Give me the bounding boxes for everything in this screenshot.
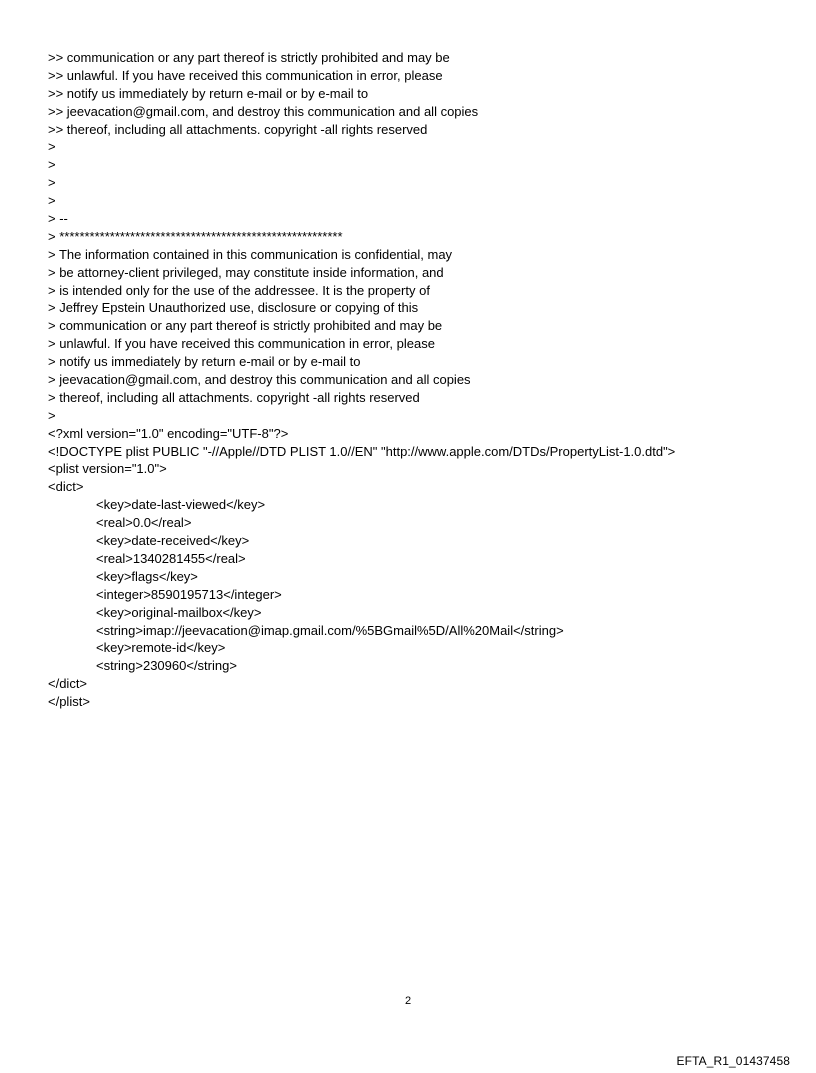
text-line: <?xml version="1.0" encoding="UTF-8"?> [48,425,289,441]
text-line: >> unlawful. If you have received this communication in error, please [48,67,443,83]
text-line: <key>remote-id</key> [96,640,226,656]
document-id: EFTA_R1_01437458 [676,1054,790,1068]
text-line: >> notify us immediately by return e-mail or by e-mail to [48,85,369,101]
text-line: <key>flags</key> [96,568,198,584]
text-line: > [48,175,56,191]
text-line: > [48,139,56,155]
text-line: <integer>8590195713</integer> [96,586,282,602]
text-line: > ******************************************************** [48,228,343,244]
page-number: 2 [404,995,412,1007]
text-line: > notify us immediately by return e-mail or by e-mail to [48,354,361,370]
text-line: > thereof, including all attachments. copyright -all rights reserved [48,389,420,405]
text-line: > communication or any part thereof is strictly prohibited and may be [48,318,443,334]
text-line: <!DOCTYPE plist PUBLIC "-//Apple//DTD PLIST 1.0//EN" "http://www.apple.com/DTDs/PropertyList-1.0.dtd"> [48,443,676,459]
text-line: >> jeevacation@gmail.com, and destroy this communication and all copies [48,103,479,119]
text-line: > Jeffrey Epstein Unauthorized use, disclosure or copying of this [48,300,419,316]
text-line: </dict> [48,676,88,692]
text-line: > jeevacation@gmail.com, and destroy this communication and all copies [48,372,471,388]
text-line: >> thereof, including all attachments. copyright -all rights reserved [48,121,428,137]
text-line: <string>230960</string> [96,658,237,674]
text-line: <key>original-mailbox</key> [96,604,262,620]
text-line: > The information contained in this communication is confidential, may [48,246,453,262]
text-line: <key>date-last-viewed</key> [96,497,266,513]
text-line: > [48,407,56,423]
text-line: > unlawful. If you have received this communication in error, please [48,336,435,352]
text-line: <string>imap://jeevacation@imap.gmail.com/%5BGmail%5D/All%20Mail</string> [96,622,564,638]
text-line: > be attorney-client privileged, may constitute inside information, and [48,264,444,280]
text-line: > is intended only for the use of the addressee. It is the property of [48,282,430,298]
text-line: </plist> [48,694,90,710]
text-line: <dict> [48,479,84,495]
text-line: >> communication or any part thereof is strictly prohibited and may be [48,50,450,65]
text-line: <key>date-received</key> [96,533,250,549]
text-line: > [48,157,56,173]
text-line: > -- [48,211,68,227]
text-line: <real>1340281455</real> [96,550,246,566]
text-line: > [48,193,56,209]
text-line: <real>0.0</real> [96,515,192,531]
text-line: <plist version="1.0"> [48,461,167,477]
document-body [48,49,788,711]
